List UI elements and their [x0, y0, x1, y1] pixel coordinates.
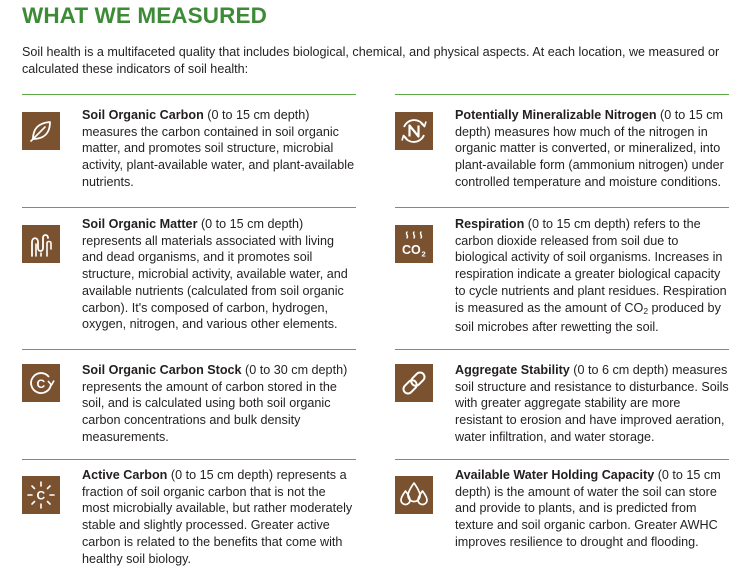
- indicator-depth: (0 to 15 cm depth): [455, 468, 721, 499]
- indicator-depth: (0 to 30 cm depth): [241, 363, 348, 377]
- indicator-depth: (0 to 15 cm depth): [203, 108, 310, 122]
- indicator-name: Soil Organic Carbon: [82, 108, 204, 122]
- section-divider: [22, 459, 356, 460]
- section-divider: [395, 94, 729, 95]
- indicator-name: Potentially Mineralizable Nitrogen: [455, 108, 657, 122]
- indicator-description: represents a fraction of soil organic carbon that is not the most microbially available, but rather moderately stable and slightly processed. Greater active carbon is related to the benefits that come with healthy soil biology.: [82, 468, 353, 566]
- carbon-stock-icon: [22, 364, 60, 402]
- indicator-name: Respiration: [455, 217, 525, 231]
- page-title: WHAT WE MEASURED: [22, 3, 267, 28]
- indicator-name: Available Water Holding Capacity: [455, 468, 655, 482]
- indicator-respiration: [395, 207, 729, 335]
- indicator-name: Aggregate Stability: [455, 363, 570, 377]
- roots-icon: [22, 225, 60, 263]
- nitrogen-cycle-icon: [395, 112, 433, 150]
- section-divider: [395, 459, 729, 460]
- indicator-name: Soil Organic Matter: [82, 217, 198, 231]
- co2-subscript: 2: [643, 305, 649, 316]
- indicator-depth: (0 to 15 cm depth): [167, 468, 274, 482]
- indicator-potentially-mineralizable-nitrogen: [395, 94, 729, 189]
- section-divider: [22, 349, 356, 350]
- section-divider: [22, 94, 356, 95]
- indicator-description: measures soil structure and resistance to disturbance. Soils with greater aggregate stability are more resistant to erosion and have improved aeration, water infiltration, and water storage.: [455, 363, 729, 444]
- indicator-depth: (0 to 15 cm depth): [197, 217, 304, 231]
- indicator-description: refers to the carbon dioxide released from soil due to biological activity of soil organisms. Increases in respiration indicate a greater biological capacity to cycle nutrients and plant residues. Respiration is measured as the amount of CO: [455, 217, 727, 315]
- co2-subscript: 2: [421, 249, 426, 259]
- indicator-depth: (0 to 15 cm depth): [455, 108, 724, 139]
- indicator-depth: (0 to 6 cm depth): [569, 363, 669, 377]
- indicator-description: is the amount of water the soil can store and provide to plants, and is predicted from texture and soil organic carbon. Greater AWHC improves resilience to drought and flooding.: [455, 484, 718, 549]
- indicator-description: measures how much of the nitrogen in organic matter is converted, or mineralized, into plant-available form (ammonium nitrogen) under controlled temperature and moisture conditions.: [455, 124, 724, 189]
- co2-icon: [395, 225, 433, 263]
- co2-label: CO: [402, 243, 421, 257]
- section-divider: [395, 349, 729, 350]
- indicator-soil-organic-carbon: [22, 94, 356, 189]
- indicator-description: represents the amount of carbon stored in the soil, and is calculated using both soil organic carbon concentrations and bulk density measurements.: [82, 379, 337, 444]
- indicator-available-water-holding-capacity: [395, 459, 729, 567]
- section-divider: [22, 207, 356, 208]
- indicator-active-carbon: [22, 459, 356, 567]
- indicator-description-end: produced by soil microbes after rewetting the soil.: [455, 300, 721, 335]
- active-carbon-icon: [22, 476, 60, 514]
- leaf-icon: [22, 112, 60, 150]
- indicator-description: measures the carbon contained in soil organic matter, and promotes soil structure, microbial activity, plant-available water, and plant-available nutrients.: [82, 124, 355, 189]
- chain-link-icon: [395, 364, 433, 402]
- indicator-depth: (0 to 15 cm depth): [524, 217, 630, 231]
- section-divider: [395, 207, 729, 208]
- indicator-name: Active Carbon: [82, 468, 168, 482]
- indicator-soil-organic-matter: [22, 207, 356, 332]
- intro-paragraph: Soil health is a multifaceted quality that includes biological, chemical, and physical aspects. At each location, we measured or calculated these indicators of soil health:: [22, 45, 720, 76]
- indicator-description: represents all materials associated with living and dead organisms, and it promotes soil structure, microbial activity, available water, and available nutrients (calculated from soil organic carbon). It's composed of carbon, hydrogen, oxygen, nitrogen, and various other elements.: [82, 233, 348, 332]
- indicator-name: Soil Organic Carbon Stock: [82, 363, 242, 377]
- indicator-aggregate-stability: [395, 349, 729, 449]
- water-drops-icon: [395, 476, 433, 514]
- carbon-label: C: [36, 377, 46, 391]
- carbon-label: C: [36, 488, 46, 503]
- indicator-soil-organic-carbon-stock: [22, 349, 356, 449]
